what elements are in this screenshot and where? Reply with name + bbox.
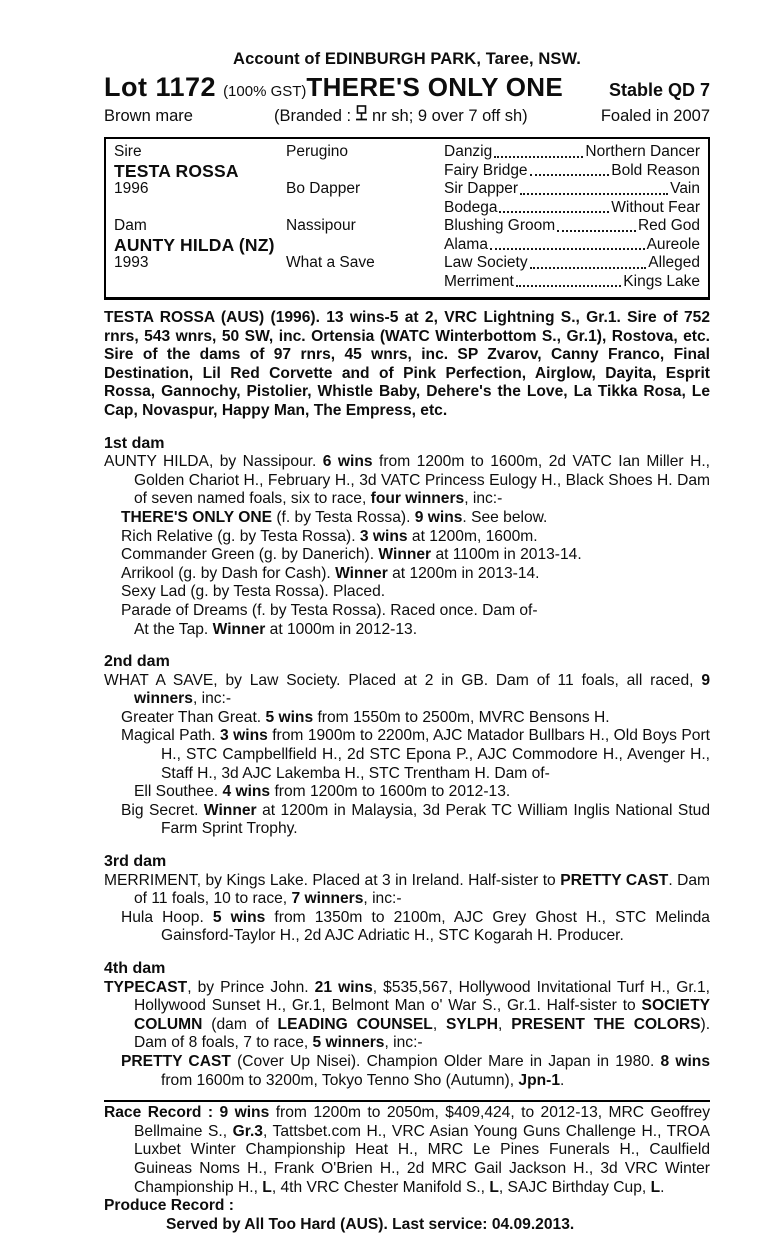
progeny-entry: PRETTY CAST (Cover Up Nisei). Champion Older Mare in Japan in 1980. 8 wins from 1600m to 3200m, Tokyo Tenno Sho (Autumn), Jpn-1.: [121, 1052, 710, 1089]
page-content: [104, 0, 710, 1234]
progeny-entry: Rich Relative (g. by Testa Rossa). 3 wins at 1200m, 1600m.: [121, 527, 538, 545]
brand-description: [274, 104, 601, 126]
horse-name: THERE'S ONLY ONE: [306, 72, 564, 102]
leader-dots: [520, 193, 668, 195]
progeny-entry: Arrikool (g. by Dash for Cash). Winner at 1200m in 2013-14.: [121, 564, 540, 582]
produce-record-line: Served by All Too Hard (AUS). Last service: 04.09.2013.: [166, 1215, 575, 1233]
ancestor-parent: Bold Reason: [611, 161, 700, 179]
first-dam-para: AUNTY HILDA, by Nassipour. 6 wins from 1200m to 1600m, 2d VATC Ian Miller H., Golden Chariot H., February H., 3d VATC Princess Eulogy H., Black Shoes H. Dam of seven named foals, six to race, four winners, inc:-: [104, 453, 710, 508]
third-dam-heading: 3rd dam: [104, 853, 167, 871]
lot-title-row: [104, 72, 710, 103]
race-record-divider: [104, 1100, 710, 1102]
ancestor-parent: Northern Dancer: [585, 143, 700, 160]
brand-mark-icon: [354, 105, 369, 127]
dam-year: 1993: [114, 254, 149, 271]
progeny-entry: Big Secret. Winner at 1200m in Malaysia, 3d Perak TC William Inglis National Stud Farm Sprint Trophy.: [121, 801, 711, 838]
branded-prefix: (Branded :: [274, 107, 352, 125]
branded-suffix: nr sh; 9 over 7 off sh): [372, 107, 528, 125]
ancestor-parent: Without Fear: [611, 198, 700, 216]
leader-dots: [499, 211, 609, 213]
ancestor-parent: Red God: [637, 217, 700, 234]
progeny-subentry: Ell Southee. 4 wins from 1200m to 1600m to 2012-13.: [134, 783, 511, 801]
ancestor-name: Danzig: [444, 143, 493, 160]
pedigree-row: [444, 199, 700, 218]
pedigree-row: [444, 254, 700, 273]
ancestor-name: Fairy Bridge: [444, 161, 528, 179]
leader-dots: [516, 285, 622, 287]
progeny-entry: Hula Hoop. 5 wins from 1350m to 2100m, AJC Grey Ghost H., STC Melinda Gainsford-Taylor H., 2d AJC Adriatic H., STC Kogarah H. Producer.: [121, 908, 710, 945]
fourth-dam-para: TYPECAST, by Prince John. 21 wins, $535,567, Hollywood Invitational Turf H., Gr.1, Hollywood Sunset H., Gr.1, Belmont Man o' War S., Gr.1. Half-sister to SOCIETY COLUMN (dam of LEADING COUNSEL, SYLPH, PRESENT THE COLORS). Dam of 8 foals, 7 to race, 5 winners, inc:-: [104, 978, 711, 1052]
sire-summary: TESTA ROSSA (AUS) (1996). 13 wins-5 at 2, VRC Lightning S., Gr.1. Sire of 752 rnrs, 543 wnrs, 50 SW, inc. Ortensia (WATC Winterbottom S., Gr.1), Rostova, etc. Sire of the dams of 97 rnrs, 45 wnrs, inc. SP Zvarov, Canny Franco, Final Destination, Lil Red Corvette and of Pink Perfection, Airglow, Dayita, Esprit Rossa, Gannochy, Pistolier, Whistle Baby, Dehere's the Love, La Tikka Rosa, Le Cap, Novaspur, Happy Man, The Empress, etc.: [104, 309, 710, 419]
produce-record-heading: Produce Record :: [104, 1197, 234, 1215]
ancestor-name: Bodega: [444, 198, 498, 216]
leader-dots: [490, 248, 645, 250]
sire-label: Sire: [114, 143, 142, 160]
foaled-year: Foaled in 2007: [600, 107, 710, 125]
pedigree-row: [444, 143, 700, 162]
progeny-entry: Parade of Dreams (f. by Testa Rossa). Raced once. Dam of-: [121, 601, 538, 619]
sire-name: TESTA ROSSA: [114, 160, 239, 181]
fourth-dam-heading: 4th dam: [104, 960, 166, 977]
damsire: Nassipour: [286, 217, 356, 234]
second-dam-heading: 2nd dam: [104, 653, 170, 671]
ancestor-name: Blushing Groom: [444, 217, 556, 234]
ancestor-parent: Vain: [670, 180, 700, 197]
description-row: [104, 104, 710, 126]
progeny-subentry: At the Tap. Winner at 1000m in 2012-13.: [134, 620, 418, 638]
third-dam-para: MERRIMENT, by Kings Lake. Placed at 3 in Ireland. Half-sister to PRETTY CAST. Dam of 11 foals, 10 to race, 7 winners, inc:-: [104, 871, 711, 908]
dam-label: Dam: [114, 217, 147, 234]
granddam-sire-side: Bo Dapper: [286, 180, 361, 197]
horse-description: Brown mare: [104, 107, 193, 125]
progeny-entry: Magical Path. 3 wins from 1900m to 2200m, AJC Matador Bullbars H., Old Boys Port H., STC Campbellfield H., 2d STC Epona P., AJC Commodore H., Avenger H., Staff H., 3d AJC Lakemba H., STC Trentham H. Dam of-: [121, 727, 711, 782]
pedigree-row: [444, 273, 700, 292]
race-record-para: Race Record : 9 wins from 1200m to 2050m, $409,424, to 2012-13, MRC Geoffrey Bellmaine S., Gr.3, Tattsbet.com H., VRC Asian Young Guns Challenge H., TROA Luxbet Winter Championship Heat H., MRC Le Pines Funerals H., Caulfield Guineas Noms H., Frank O'Brien H., 2d MRC Gail Jackson H., 3d VRC Winter Championship H., L, 4th VRC Chester Manifold S., L, SAJC Birthday Cup, L.: [104, 1104, 710, 1196]
second-dam-para: WHAT A SAVE, by Law Society. Placed at 2 in GB. Dam of 11 foals, all raced, 9 winners, inc:-: [104, 671, 710, 708]
leader-dots: [494, 156, 583, 158]
progeny-entry: Sexy Lad (g. by Testa Rossa). Placed.: [121, 583, 386, 601]
pedigree-row: [444, 236, 700, 255]
ancestor-name: Alama: [444, 235, 488, 253]
ancestor-parent: Aureole: [646, 235, 700, 253]
progeny-entry: THERE'S ONLY ONE (f. by Testa Rossa). 9 wins. See below.: [121, 508, 548, 526]
ancestor-name: Sir Dapper: [444, 180, 519, 197]
ancestor-parent: Alleged: [648, 254, 700, 271]
pedigree-row: [444, 217, 700, 236]
leader-dots: [557, 230, 636, 232]
pedigree-row: [444, 180, 700, 199]
ancestor-name: Law Society: [444, 254, 528, 271]
sire-year: 1996: [114, 180, 149, 197]
granddam-dam-side: What a Save: [286, 254, 375, 271]
pedigree-row: [444, 162, 700, 181]
pedigree-table: [104, 137, 710, 300]
ancestor-name: Merriment: [444, 272, 514, 290]
stable-number: Stable QD 7: [608, 80, 710, 100]
pedigree-text-body: [104, 309, 710, 1234]
lot-number: Lot 1172: [104, 72, 217, 102]
first-dam-heading: 1st dam: [104, 434, 165, 452]
leader-dots: [530, 174, 610, 176]
leader-dots: [530, 267, 647, 269]
account-line: Account of EDINBURGH PARK, Taree, NSW.: [233, 50, 581, 68]
progeny-entry: Commander Green (g. by Danerich). Winner at 1100m in 2013-14.: [121, 546, 582, 564]
progeny-entry: Greater Than Great. 5 wins from 1550m to 2500m, MVRC Bensons H.: [121, 708, 610, 726]
gst-note: (100% GST): [223, 83, 307, 100]
ancestor-parent: Kings Lake: [623, 272, 700, 290]
grandsire: Perugino: [286, 143, 349, 160]
dam-name: AUNTY HILDA (NZ): [114, 234, 275, 255]
